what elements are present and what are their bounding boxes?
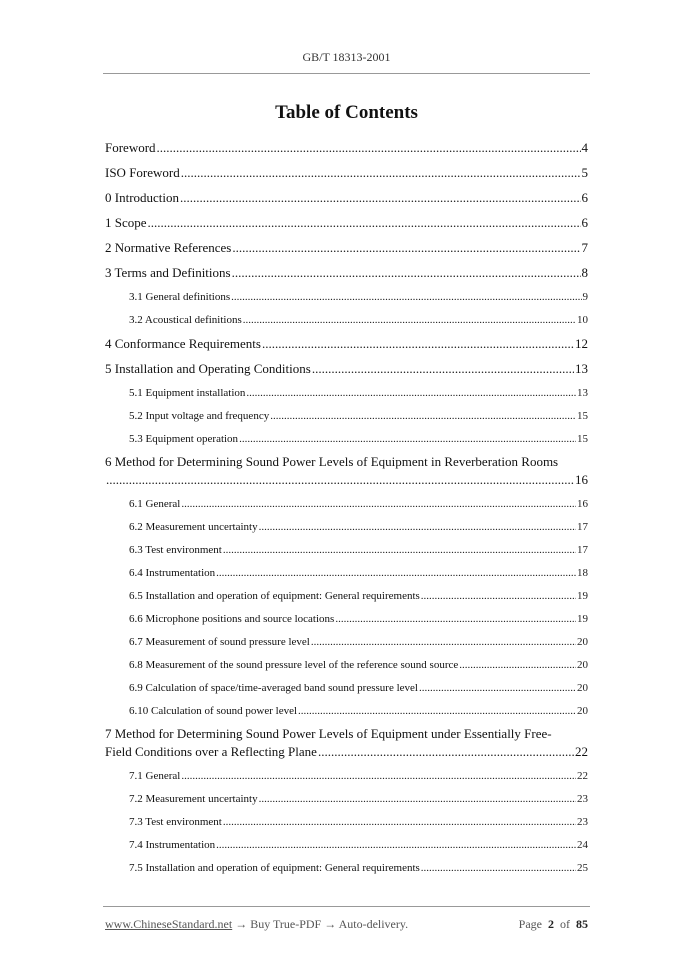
toc-entry-label: 7.3 Test environment: [129, 816, 222, 828]
toc-entry[interactable]: [105, 359, 588, 384]
toc-entry-page: 18: [577, 567, 588, 579]
toc-subentry[interactable]: [105, 587, 588, 610]
leader-dots: [259, 790, 576, 808]
toc-entry-page: 23: [577, 793, 588, 805]
toc-entry-label: 0 Introduction: [105, 190, 180, 205]
footer-promo: [105, 917, 408, 932]
leader-dots: [259, 518, 576, 536]
toc-entry-page: 19: [577, 613, 588, 625]
toc-entry[interactable]: [105, 238, 588, 263]
toc-entry-label: 2 Normative References: [105, 240, 232, 255]
toc-entry-page: 4: [581, 140, 588, 155]
leader-dots: [311, 633, 576, 651]
toc-subentry[interactable]: [105, 859, 588, 882]
toc-entry-page: 8: [581, 265, 588, 280]
document-id-header: GB/T 18313-2001: [302, 50, 391, 64]
toc-entry[interactable]: [105, 163, 588, 188]
toc-entry-page: 16: [575, 472, 588, 487]
leader-dots: [239, 430, 576, 448]
toc-subentry[interactable]: [105, 790, 588, 813]
toc-entry-page: 6: [581, 215, 588, 230]
toc-entry-page: 20: [577, 636, 588, 648]
leader-dots: [232, 263, 581, 283]
leader-dots: [157, 138, 581, 158]
toc-entry-label: Foreword: [105, 140, 156, 155]
toc-subentry[interactable]: [105, 518, 588, 541]
toc-entry-label: 6.2 Measurement uncertainty: [129, 521, 258, 533]
toc-subentry[interactable]: [105, 633, 588, 656]
toc-entry-page: 17: [577, 521, 588, 533]
leader-dots: [148, 213, 581, 233]
toc-entry-label: 6.4 Instrumentation: [129, 567, 216, 579]
toc-subentry[interactable]: [105, 407, 588, 430]
page-number: [519, 917, 588, 932]
leader-dots: [298, 702, 576, 720]
leader-dots: [223, 541, 576, 559]
toc-entry-label: 5 Installation and Operating Conditions: [105, 361, 311, 376]
toc-entry-page: 20: [577, 659, 588, 671]
toc-entry-label: 3.2 Acoustical definitions: [129, 314, 242, 326]
toc-entry-label: 6.1 General: [129, 498, 181, 510]
toc-entry[interactable]: [105, 263, 588, 288]
toc-entry-label: 5.1 Equipment installation: [129, 387, 246, 399]
page-footer: [105, 917, 588, 932]
toc-entry-page: 20: [577, 682, 588, 694]
page-total: 85: [576, 917, 588, 931]
leader-dots: [223, 813, 576, 831]
toc-subentry[interactable]: [105, 610, 588, 633]
toc-entry-page: 23: [577, 816, 588, 828]
leader-dots: [262, 334, 574, 354]
toc-entry-label: 7.4 Instrumentation: [129, 839, 216, 851]
toc-subentry[interactable]: [105, 564, 588, 587]
leader-dots: [243, 311, 576, 329]
leader-dots: [232, 238, 580, 258]
leader-dots: [231, 288, 581, 306]
leader-dots: [216, 564, 576, 582]
toc-subentry[interactable]: [105, 311, 588, 334]
toc-entry-label: 3.1 General definitions: [129, 291, 231, 303]
toc-entry-label: ISO Foreword: [105, 165, 180, 180]
toc-entry[interactable]: [105, 453, 588, 495]
toc-entry-page: 22: [575, 744, 588, 759]
toc-subentry[interactable]: [105, 767, 588, 790]
toc-entry-page: 7: [581, 240, 588, 255]
footer-divider: [103, 906, 590, 907]
toc-entry-label: 6.5 Installation and operation of equipment: General requirements: [129, 590, 420, 602]
toc-entry-page: 25: [577, 862, 588, 874]
toc-subentry[interactable]: [105, 288, 588, 311]
leader-dots: [419, 679, 576, 697]
leader-dots: [421, 587, 576, 605]
leader-dots: [270, 407, 576, 425]
leader-dots: [459, 656, 576, 674]
toc-entry-page: 12: [575, 336, 588, 351]
toc-entry-label: 4 Conformance Requirements: [105, 336, 261, 351]
toc-entry-label: 7.2 Measurement uncertainty: [129, 793, 258, 805]
page-current: 2: [548, 917, 554, 931]
toc-entry-label: 5.2 Input voltage and frequency: [129, 410, 270, 422]
site-link[interactable]: www.ChineseStandard.net: [105, 917, 233, 931]
toc-entry-label: 6.8 Measurement of the sound pressure level of the reference sound source: [129, 659, 459, 671]
toc-entry-label: 1 Scope: [105, 215, 147, 230]
toc-entry-page: 10: [577, 314, 588, 326]
toc-entry-page: 15: [577, 433, 588, 445]
leader-dots: [318, 743, 574, 761]
toc-entry[interactable]: [105, 213, 588, 238]
leader-dots: [216, 836, 576, 854]
leader-dots: [181, 495, 576, 513]
header-divider: [103, 73, 590, 74]
toc-subentry[interactable]: [105, 702, 588, 725]
toc-entry-page: 22: [577, 770, 588, 782]
toc-entry-label: 5.3 Equipment operation: [129, 433, 239, 445]
toc-entry-label: 6.6 Microphone positions and source locations: [129, 613, 335, 625]
leader-dots: [106, 471, 574, 489]
toc-entry-page: 6: [581, 190, 588, 205]
toc-subentry[interactable]: [105, 430, 588, 453]
leader-dots: [181, 767, 576, 785]
toc-entry-page: 20: [577, 705, 588, 717]
leader-dots: [181, 163, 581, 183]
page-word: Page: [518, 917, 542, 931]
toc-entry[interactable]: [105, 725, 588, 767]
toc-entry-label: 7.1 General: [129, 770, 181, 782]
toc-entry-label: 6 Method for Determining Sound Power Levels of Equipment in Reverberation Rooms: [105, 454, 559, 469]
toc-entry[interactable]: [105, 138, 588, 163]
toc-entry-page: 15: [577, 410, 588, 422]
toc-entry[interactable]: [105, 334, 588, 359]
toc-entry[interactable]: [105, 188, 588, 213]
toc-entry-label: 7 Method for Determining Sound Power Levels of Equipment under Essentially Free-: [105, 726, 552, 741]
toc-entry-page: 19: [577, 590, 588, 602]
toc-subentry[interactable]: [105, 541, 588, 564]
toc-subentry[interactable]: [105, 384, 588, 407]
leader-dots: [180, 188, 580, 208]
leader-dots: [246, 384, 576, 402]
leader-dots: [421, 859, 576, 877]
toc-subentry[interactable]: [105, 813, 588, 836]
toc-entry-label: 3 Terms and Definitions: [105, 265, 231, 280]
toc-entry-page: 16: [577, 498, 588, 510]
toc-subentry[interactable]: [105, 495, 588, 518]
toc-entry-page: 13: [575, 361, 588, 376]
toc-entry-label: 6.10 Calculation of sound power level: [129, 705, 298, 717]
table-of-contents: [105, 138, 588, 882]
toc-entry-page: 9: [582, 291, 588, 303]
toc-entry-page: 24: [577, 839, 588, 851]
toc-entry-label: 6.7 Measurement of sound pressure level: [129, 636, 310, 648]
toc-entry-page: 5: [581, 165, 588, 180]
page-title: Table of Contents: [275, 102, 418, 123]
toc-subentry[interactable]: [105, 656, 588, 679]
footer-tagline: → Buy True-PDF → Auto-delivery.: [232, 917, 409, 931]
leader-dots: [335, 610, 576, 628]
toc-entry-label-cont: Field Conditions over a Reflecting Plane: [105, 744, 317, 759]
toc-subentry[interactable]: [105, 836, 588, 859]
toc-entry-page: 13: [577, 387, 588, 399]
toc-entry-label: 6.3 Test environment: [129, 544, 222, 556]
leader-dots: [312, 359, 574, 379]
page-of: of: [560, 917, 570, 931]
toc-subentry[interactable]: [105, 679, 588, 702]
toc-entry-label: 6.9 Calculation of space/time-averaged band sound pressure level: [129, 682, 418, 694]
toc-entry-page: 17: [577, 544, 588, 556]
toc-entry-label: 7.5 Installation and operation of equipment: General requirements: [129, 862, 420, 874]
